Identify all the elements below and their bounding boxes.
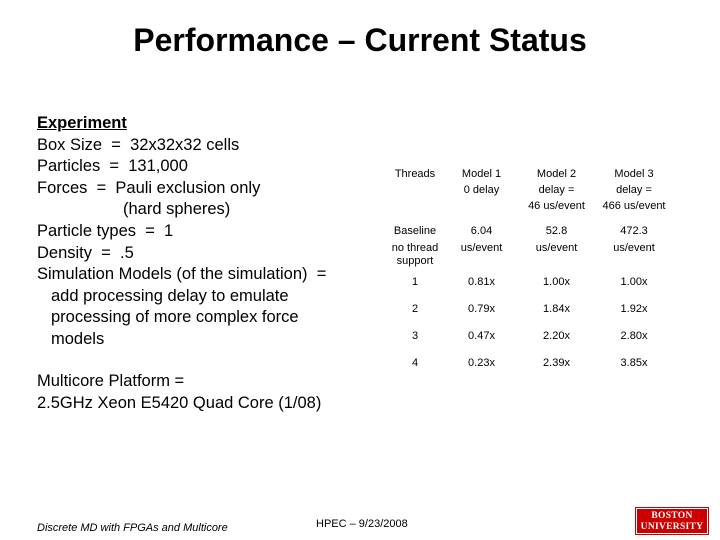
header-model-3-delay-label: delay =: [616, 184, 652, 196]
threads-cell: 3: [411, 330, 419, 342]
simulation-models-line: Simulation Models (of the simulation) =: [37, 265, 327, 284]
baseline-label-line-1: Baseline: [393, 225, 437, 237]
threads-cell: 4: [411, 357, 419, 369]
baseline-model-2-value: 52.8: [545, 225, 568, 237]
forces-detail-line: (hard spheres): [123, 200, 231, 219]
header-model-2: [519, 162, 594, 219]
baseline-model-2: [519, 219, 594, 273]
header-model-3-name: Model 3: [614, 168, 654, 180]
table-row: [386, 327, 674, 354]
model-2-cell: 2.39x: [543, 357, 570, 369]
baseline-model-2-unit: us/event: [535, 242, 578, 254]
footer-event-date: HPEC – 9/23/2008: [316, 518, 408, 530]
header-model-3: [594, 162, 674, 219]
experiment-heading: Experiment: [37, 114, 127, 132]
header-model-2-delay-value: 46 us/event: [528, 200, 585, 212]
boston-university-logo: [636, 508, 708, 534]
model-3-cell: 1.92x: [620, 303, 648, 315]
table-row: [386, 300, 674, 327]
header-model-1-name: Model 1: [461, 168, 502, 180]
header-threads: [386, 162, 444, 219]
particle-types-line: Particle types = 1: [37, 221, 174, 240]
header-model-2-name: Model 2: [536, 168, 577, 180]
particles-line: Particles = 131,000: [37, 157, 188, 176]
baseline-row: [386, 219, 674, 273]
platform-description: [37, 371, 377, 414]
header-threads-label: Threads: [394, 168, 436, 180]
header-model-1-delay: 0 delay: [463, 184, 500, 196]
baseline-model-1: [444, 219, 519, 273]
model-1-cell: 0.79x: [468, 303, 495, 315]
baseline-label-line-2: no thread: [391, 242, 439, 254]
baseline-model-1-value: 6.04: [470, 225, 493, 237]
density-line: Density = .5: [37, 243, 134, 262]
header-model-2-delay-label: delay =: [538, 184, 575, 196]
footer-presentation-title: Discrete MD with FPGAs and Multicore: [37, 522, 228, 534]
logo-line-1: BOSTON: [651, 511, 693, 521]
model-1-cell: 0.47x: [468, 330, 495, 342]
experiment-description: [37, 113, 377, 351]
model-1-cell: 0.81x: [468, 276, 495, 288]
model-2-cell: 2.20x: [543, 330, 570, 342]
simulation-models-detail-1: add processing delay to emulate: [51, 286, 289, 305]
model-2-cell: 1.00x: [543, 276, 570, 288]
platform-line-2: 2.5GHz Xeon E5420 Quad Core (1/08): [37, 393, 322, 412]
threads-cell: 2: [411, 303, 419, 315]
simulation-models-detail-3: models: [51, 329, 105, 348]
header-model-3-delay-value: 466 us/event: [602, 200, 666, 212]
model-2-cell: 1.84x: [543, 303, 570, 315]
baseline-model-3: [594, 219, 674, 273]
model-1-cell: 0.23x: [468, 357, 495, 369]
model-3-cell: 2.80x: [620, 330, 648, 342]
forces-line: Forces = Pauli exclusion only: [37, 178, 261, 197]
header-model-1: [444, 162, 519, 219]
baseline-model-1-unit: us/event: [460, 242, 503, 254]
platform-line-1: Multicore Platform =: [37, 372, 185, 390]
simulation-models-detail-2: processing of more complex force: [51, 308, 299, 327]
slide-title: Performance – Current Status: [133, 22, 587, 58]
table-row: [386, 273, 674, 300]
logo-line-2: UNIVERSITY: [640, 522, 704, 532]
baseline-label: [386, 219, 444, 273]
table-row: [386, 354, 674, 381]
model-3-cell: 1.00x: [620, 276, 648, 288]
box-size-line: Box Size = 32x32x32 cells: [37, 135, 240, 154]
baseline-model-3-unit: us/event: [613, 242, 655, 254]
model-3-cell: 3.85x: [620, 357, 648, 369]
performance-table: [386, 162, 674, 381]
baseline-model-3-value: 472.3: [620, 225, 648, 237]
baseline-label-line-3: support: [396, 255, 434, 267]
table-header-row: [386, 162, 674, 219]
threads-cell: 1: [411, 276, 419, 288]
